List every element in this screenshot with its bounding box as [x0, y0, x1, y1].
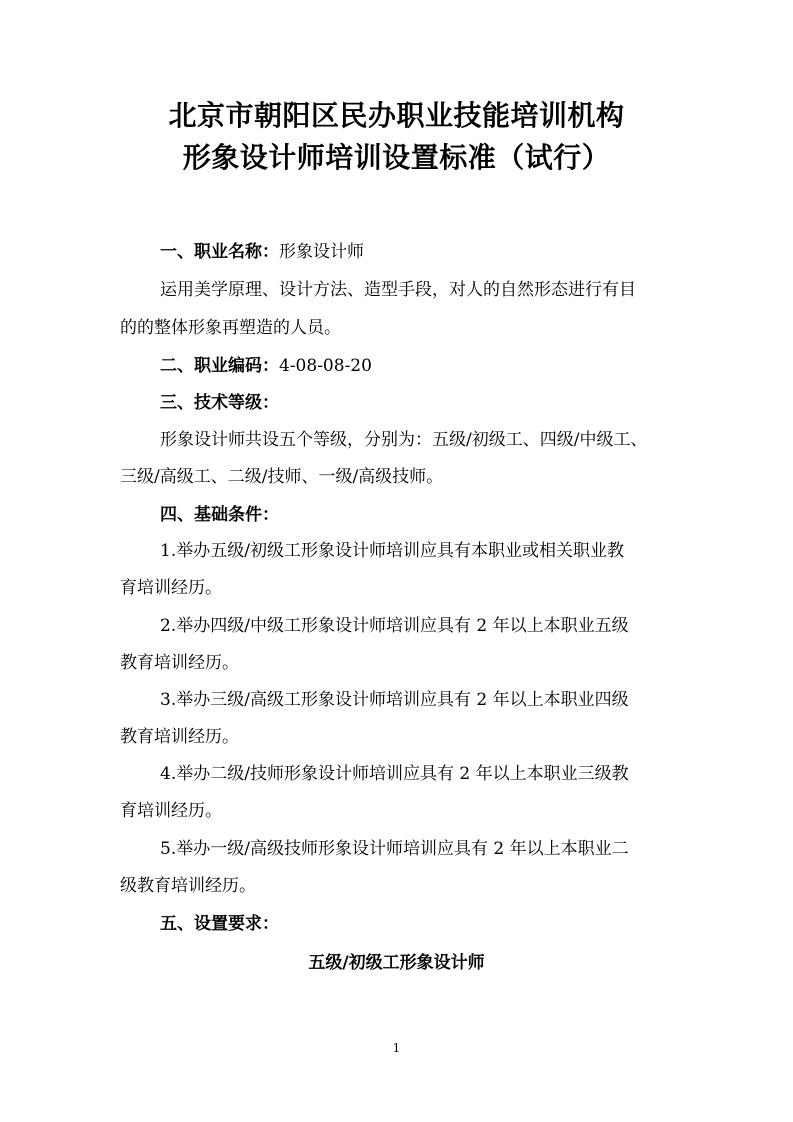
section3-line1: 形象设计师共设五个等级，分别为：五级/初级工、四级/中级工、 [160, 430, 648, 450]
document-title-line1: 北京市朝阳区民办职业技能培训机构 [168, 99, 625, 132]
section1-value: 形象设计师 [279, 242, 364, 262]
section5-heading: 五、设置要求： [160, 914, 279, 934]
section4-item1-line1: 1.举办五级/初级工形象设计师培训应具有本职业或相关职业教 [160, 541, 624, 561]
section5-subheading: 五级/初级工形象设计师 [308, 953, 485, 973]
section2-row [160, 354, 372, 378]
section4-item4-line1: 4.举办二级/技师形象设计师培训应具有 2 年以上本职业三级教 [160, 764, 629, 784]
section1-row [160, 240, 364, 264]
section1-heading: 一、职业名称： [160, 242, 279, 262]
section4-item2-line1: 2.举办四级/中级工形象设计师培训应具有 2 年以上本职业五级 [160, 616, 629, 636]
page-number: 1 [392, 1041, 401, 1055]
section2-value: 4-08-08-20 [279, 356, 372, 376]
section1-desc-line2: 的的整体形象再塑造的人员。 [120, 318, 341, 338]
section4-item4-line2: 育培训经历。 [120, 801, 222, 821]
section4-item5-line2: 级教育培训经历。 [120, 876, 256, 896]
section3-line2: 三级/高级工、二级/技师、一级/高级技师。 [120, 467, 444, 487]
section3-heading: 三、技术等级： [160, 393, 279, 413]
document-title-line2: 形象设计师培训设置标准（试行） [182, 141, 611, 174]
section4-heading: 四、基础条件： [160, 505, 279, 525]
section1-desc-line1: 运用美学原理、设计方法、造型手段，对人的自然形态进行有目 [160, 280, 636, 300]
section4-item1-line2: 育培训经历。 [120, 578, 222, 598]
section4-item3-line2: 教育培训经历。 [120, 727, 239, 747]
section4-item3-line1: 3.举办三级/高级工形象设计师培训应具有 2 年以上本职业四级 [160, 690, 629, 710]
section4-item5-line1: 5.举办一级/高级技师形象设计师培训应具有 2 年以上本职业二 [160, 839, 629, 859]
section2-heading: 二、职业编码： [160, 356, 279, 376]
section4-item2-line2: 教育培训经历。 [120, 653, 239, 673]
